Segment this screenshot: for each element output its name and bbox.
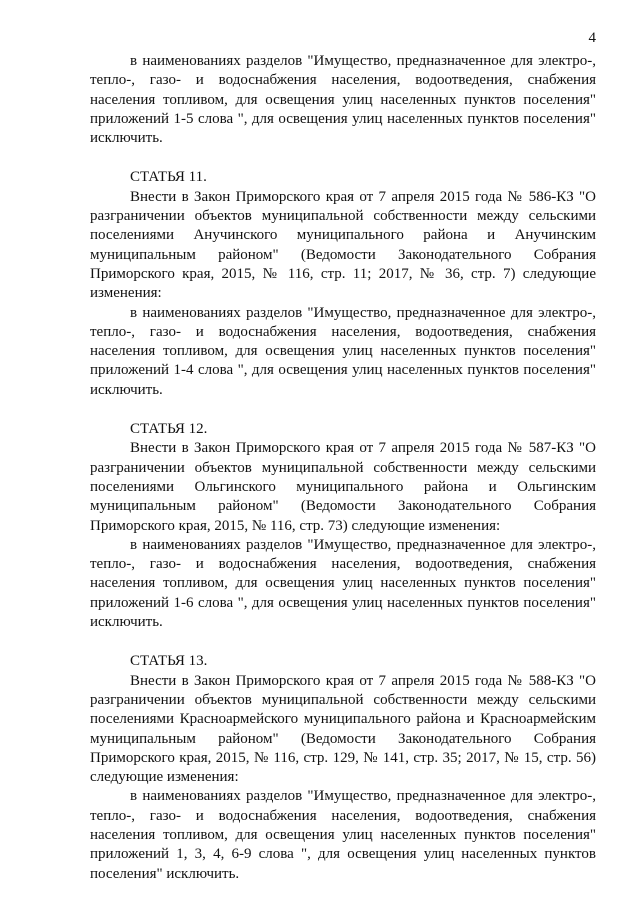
article-change: в наименованиях разделов "Имущество, предназначенное для электро-, тепло-, газо- и водоснабжения населения, водоотведения, снабжения населения топливом, для освещения улиц населенных пунктов поселения" приложений 1-4 слова ", для освещения улиц населенных пунктов поселения" исключить. (90, 304, 596, 398)
article-12 (90, 420, 596, 632)
article-change: в наименованиях разделов "Имущество, предназначенное для электро-, тепло-, газо- и водоснабжения населения, водоотведения, снабжения населения топливом, для освещения улиц населенных пунктов поселения" приложений 1-6 слова ", для освещения улиц населенных пунктов поселения" исключить. (90, 536, 596, 631)
article-intro: Внести в Закон Приморского края от 7 апреля 2015 года № 586-КЗ "О разграничении объектов муниципальной собственности между сельскими поселениями Анучинского муниципального района и Анучинским муниципальным районом" (Ведомости Законодательного Собрания Приморского края, 2015, № 116, стр. 11; 2017, № 36, стр. 7) следующие изменения: (90, 188, 596, 302)
article-heading: СТАТЬЯ 12. (130, 421, 208, 438)
article-13 (90, 652, 596, 884)
article-heading: СТАТЬЯ 13. (130, 653, 208, 670)
article-change: в наименованиях разделов "Имущество, предназначенное для электро-, тепло-, газо- и водоснабжения населения, водоотведения, снабжения населения топливом, для освещения улиц населенных пунктов поселения" приложений 1, 3, 4, 6-9 слова ", для освещения улиц населенных пунктов поселения" исключить. (90, 788, 596, 882)
document-body (90, 52, 596, 904)
article-intro: Внести в Закон Приморского края от 7 апреля 2015 года № 587-КЗ "О разграничении объектов муниципальной собственности между сельскими поселениями Ольгинского муниципального района и Ольгинским муниципальным районом" (Ведомости Законодательного Собрания Приморского края, 2015, № 116, стр. 73) следующие изменения: (90, 440, 596, 534)
intro-section (90, 52, 596, 148)
page-number: 4 (588, 30, 596, 46)
article-intro: Внести в Закон Приморского края от 7 апреля 2015 года № 588-КЗ "О разграничении объектов муниципальной собственности между сельскими поселениями Красноармейского муниципального района и Красноармейским муниципальным районом" (Ведомости Законодательного Собрания Приморского края, 2015, № 116, стр. 129, № 141, стр. 35; 2017, № 15, стр. 56) следующие изменения: (90, 672, 596, 786)
article-heading: СТАТЬЯ 11. (130, 169, 207, 186)
intro-paragraph: в наименованиях разделов "Имущество, предназначенное для электро-, тепло-, газо- и водоснабжения населения, водоотведения, снабжения населения топливом, для освещения улиц населенных пунктов поселения" приложений 1-5 слова ", для освещения улиц населенных пунктов поселения" исключить. (90, 53, 596, 147)
article-11 (90, 168, 596, 400)
